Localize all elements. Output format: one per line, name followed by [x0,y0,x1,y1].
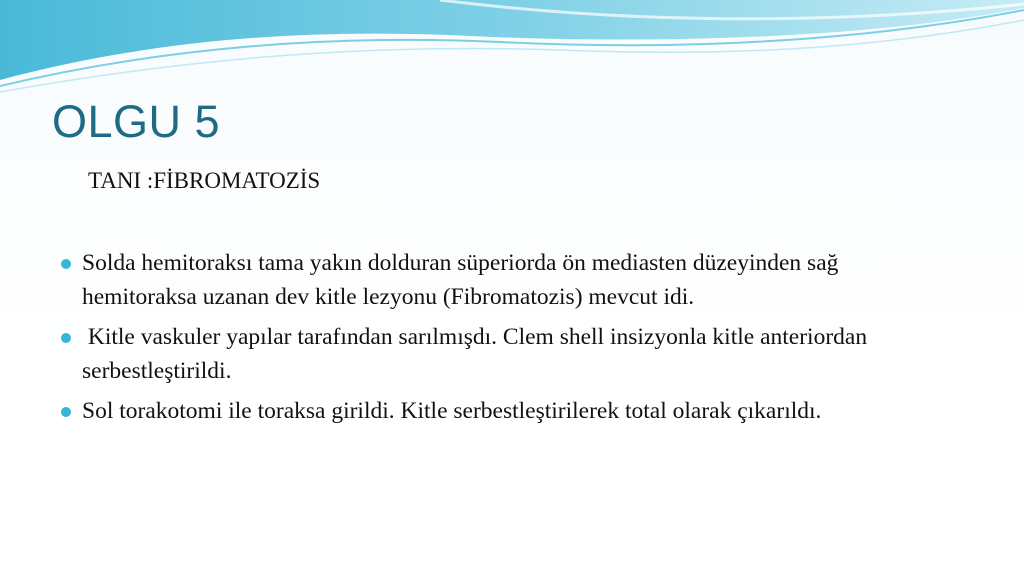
bullet-list [58,247,938,436]
bullet-text: Kitle vaskuler yapılar tarafından sarılmışdı. Clem shell insizyonla kitle anteriordan serbestleştirildi. [82,324,868,384]
bullet-dot-icon [61,407,71,417]
bullet-text: Solda hemitoraksı tama yakın dolduran süperiorda ön mediasten düzeyinden sağ hemitoraksa uzanan dev kitle lezyonu (Fibromatozis) mevcut idi. [82,250,839,310]
header-wave-decoration [0,0,1024,100]
slide-title: OLGU 5 [52,96,221,147]
bullet-item [58,395,938,429]
bullet-item [58,321,938,388]
bullet-text: Sol torakotomi ile toraksa girildi. Kitle serbestleştirilerek total olarak çıkarıldı. [82,398,822,424]
bullet-item [58,247,938,314]
bullet-dot-icon [61,333,71,343]
bullet-dot-icon [61,259,71,269]
slide-subtitle: TANI :FİBROMATOZİS [88,168,321,193]
